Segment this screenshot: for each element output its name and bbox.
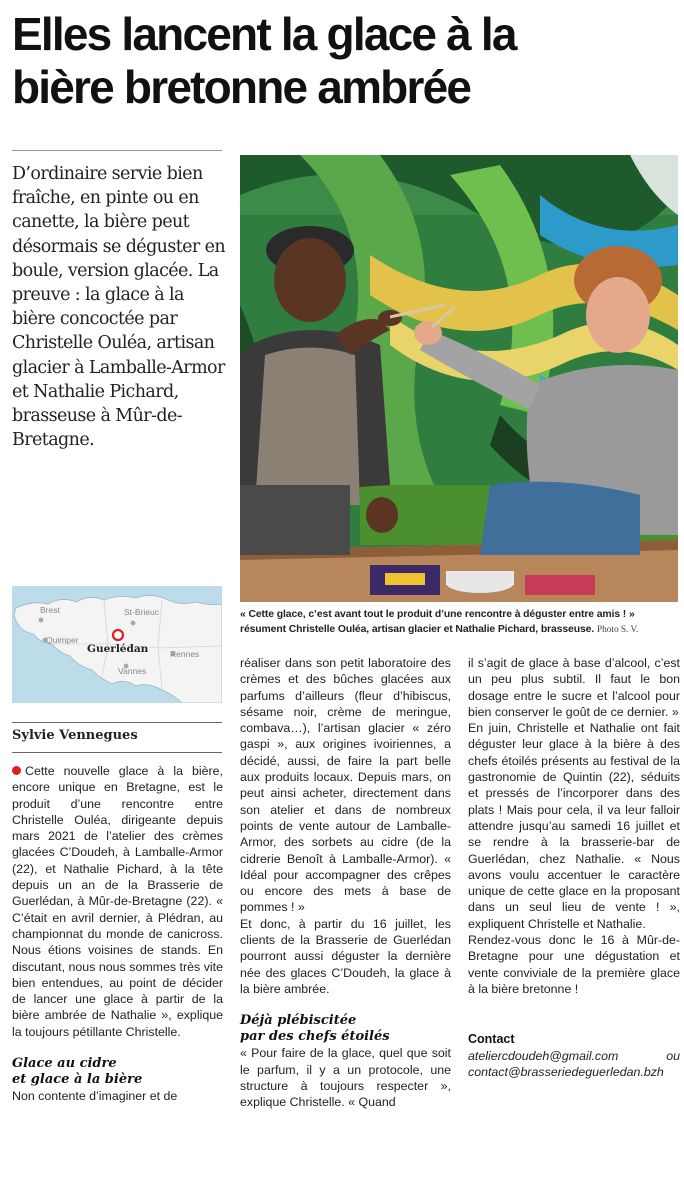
photo-caption xyxy=(240,607,680,638)
map-dot-saint-brieuc xyxy=(131,621,136,626)
map-label-guerledan: Guerlédan xyxy=(87,643,149,655)
contact-title: Contact xyxy=(468,1032,515,1047)
intertitle: Glace au cidre et glace à la bière xyxy=(12,1056,143,1088)
location-map xyxy=(12,586,222,703)
map-label-brest: Brest xyxy=(40,605,60,615)
intertitle: Déjà plébiscitée par des chefs étoilés xyxy=(240,1013,390,1045)
map-dot-brest xyxy=(39,618,44,623)
map-marker-icon xyxy=(113,630,123,640)
article-column-3 xyxy=(468,655,680,1080)
author-byline: Sylvie Vennegues xyxy=(12,728,138,743)
map-label-saint-brieuc: St-Brieuc xyxy=(124,607,159,617)
divider xyxy=(12,150,222,151)
headline-line-1: Elles lancent la glace à la xyxy=(12,8,516,60)
divider xyxy=(12,752,222,753)
headline-line-2: bière bretonne ambrée xyxy=(12,61,471,113)
divider xyxy=(12,722,222,723)
photo-illustration xyxy=(240,155,678,602)
paragraph: Rendez-vous donc le 16 à Mûr-de-Bretagne pour une dégustation et vente conviviale de la première glace à la bière bretonne ! xyxy=(468,933,680,996)
article-photo xyxy=(240,155,678,602)
paragraph: « Pour faire de la glace, quel que soit le parfum, il y a un protocole, une structure à toujours respecter », explique Christelle. « Quand xyxy=(240,1046,451,1110)
article-column-2 xyxy=(240,655,451,1110)
contact-info: ateliercdoudeh@gmail.com ou contact@brasseriedeguerledan.bzh xyxy=(468,1048,680,1079)
paragraph: En juin, Christelle et Nathalie ont fait déguster leur glace à la bière à des chefs étoilés présents au festival de la gastronomie de Quintin (22), séduits et pressés de l’incorporer dans des plats ! Mais pour cela, il va leur falloir attendre jusqu’au samedi 16 juillet et se rendre à la brasserie-bar de Guerlédan, chez Nathalie. « Nous avons voulu accentuer le caractère unique de cette glace en la proposant dans un seul lieu de vente ! », expliquent Christelle et Nathalie. xyxy=(468,721,680,931)
bullet-icon xyxy=(12,766,21,775)
map-label-vannes: Vannes xyxy=(118,666,147,676)
article-column-1 xyxy=(12,763,223,1104)
headline xyxy=(12,8,680,114)
map-label-rennes: Rennes xyxy=(170,649,200,659)
paragraph: réaliser dans son petit laboratoire des crèmes et des bûches glacées aux parfums d’ailleurs (fleur d’hibiscus, sésame noir, crème de meringue, combava…), l’artisan glacier « zéro gaspi », aux origines ivoiriennes, a décidé, aussi, de faire la part belle aux produits locaux. Depuis mars, on peut ainsi acheter, directement dans son atelier et dans de nombreux points de vente autour de Lamballe-Armor, des sorbets au cidre (de la cidrerie Benoît à Lamballe-Armor). « Idéal pour accompagner des crêpes ou encore des mets à base de pommes ! » xyxy=(240,656,451,915)
paragraph: il s’agit de glace à base d’alcool, c’est un peu plus subtil. Il faut le bon dosage entre le sucre et l’alcool pour bien conserver le goût de ce dernier. » xyxy=(468,656,680,719)
caption-text: « Cette glace, c’est avant tout le produit d’une rencontre à déguster entre amis ! » résument Christelle Ouléa, artisan glacier et Nathalie Pichard, brasseuse. xyxy=(240,609,635,635)
paragraph: Et donc, à partir du 16 juillet, les clients de la Brasserie de Guerlédan pourront aussi déguster la dernière née des glaces C’Doudeh, la glace à la bière ambrée. xyxy=(240,916,451,996)
paragraph: Cette nouvelle glace à la bière, encore unique en Bretagne, est le produit d’une rencontre entre Christelle Ouléa, dirigeante depuis mars 2021 de l’atelier des crèmes glacées C’Doudeh, à Lamballe-Armor (22), et Nathalie Pichard, à la tête depuis un an de la Brasserie de Guerlédan, à Mûr-de-Bretagne (22). « C’était en avril dernier, à Plédran, au championnat du monde de canicross. Nous étions voisines de stands. En discutant, nous nous sommes très vite bien entendues, au point de décider de lancer une glace à partir de la bière ambrée de Nathalie », explique la toujours pétillante Christelle. xyxy=(12,764,223,1039)
brittany-map-graphic xyxy=(12,586,222,703)
map-label-quimper: Quimper xyxy=(46,635,79,645)
photo-credit: Photo S. V. xyxy=(596,625,639,635)
paragraph: Non contente d’imaginer et de xyxy=(12,1089,178,1104)
lead-paragraph: D’ordinaire servie bien fraîche, en pinte ou en canette, la bière peut désormais se déguster en boule, version glacée. La preuve : la glace à la bière concoctée par Christelle Ouléa, artisan glacier à Lamballe-Armor et Nathalie Pichard, brasseuse à Mûr-de-Bretagne. xyxy=(12,164,226,451)
